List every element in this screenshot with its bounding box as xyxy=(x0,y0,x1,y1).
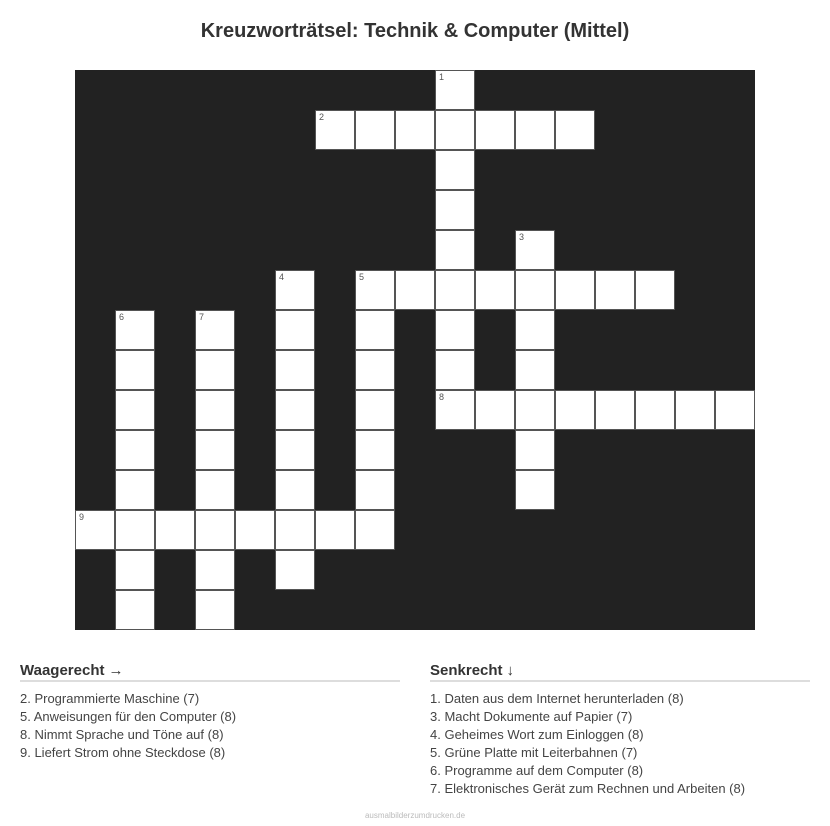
crossword-cell[interactable] xyxy=(75,510,115,550)
crossword-grid xyxy=(75,70,755,630)
crossword-cell[interactable] xyxy=(435,110,475,150)
crossword-cell[interactable] xyxy=(515,230,555,270)
crossword-cell[interactable] xyxy=(115,590,155,630)
crossword-cell[interactable] xyxy=(635,270,675,310)
crossword-cell[interactable] xyxy=(395,270,435,310)
crossword-cell[interactable] xyxy=(195,390,235,430)
crossword-cell[interactable] xyxy=(355,390,395,430)
crossword-cell[interactable] xyxy=(555,270,595,310)
crossword-cell[interactable] xyxy=(275,390,315,430)
crossword-cell[interactable] xyxy=(475,390,515,430)
crossword-cell[interactable] xyxy=(115,390,155,430)
footer-credit: ausmalbilderzumdrucken.de xyxy=(364,811,466,820)
page-title: Kreuzworträtsel: Technik & Computer (Mittel) xyxy=(200,20,630,42)
crossword-cell[interactable] xyxy=(315,510,355,550)
crossword-cell[interactable] xyxy=(275,550,315,590)
crossword-cell[interactable] xyxy=(435,310,475,350)
crossword-cell[interactable] xyxy=(195,550,235,590)
clue-number: 1 xyxy=(439,72,445,82)
across-heading-label: Waagerecht xyxy=(20,662,105,679)
crossword-cell[interactable] xyxy=(675,390,715,430)
crossword-cell[interactable] xyxy=(195,470,235,510)
across-clue-list xyxy=(20,690,400,762)
crossword-cell[interactable] xyxy=(355,510,395,550)
crossword-cell[interactable] xyxy=(435,350,475,390)
crossword-cell[interactable] xyxy=(275,470,315,510)
crossword-cell[interactable] xyxy=(515,110,555,150)
crossword-cell[interactable] xyxy=(435,190,475,230)
crossword-cell[interactable] xyxy=(275,310,315,350)
clue-item: 5. Grüne Platte mit Leiterbahnen (7) xyxy=(430,745,638,760)
crossword-cell[interactable] xyxy=(195,590,235,630)
crossword-cell[interactable] xyxy=(435,230,475,270)
crossword-cell[interactable] xyxy=(195,350,235,390)
clue-item: 4. Geheimes Wort zum Einloggen (8) xyxy=(430,727,644,742)
crossword-cell[interactable] xyxy=(595,390,635,430)
clue-number: 8 xyxy=(439,392,445,402)
crossword-cell[interactable] xyxy=(515,310,555,350)
crossword-cell[interactable] xyxy=(355,350,395,390)
across-clues xyxy=(20,662,400,762)
crossword-cell[interactable] xyxy=(115,310,155,350)
crossword-cell[interactable] xyxy=(515,390,555,430)
crossword-cell[interactable] xyxy=(315,110,355,150)
crossword-cell[interactable] xyxy=(515,350,555,390)
crossword-cell[interactable] xyxy=(275,510,315,550)
crossword-cell[interactable] xyxy=(115,550,155,590)
across-heading xyxy=(20,662,400,682)
down-clues xyxy=(430,662,810,798)
clue-number: 4 xyxy=(279,272,285,282)
clue-number: 7 xyxy=(199,312,205,322)
clue-number: 3 xyxy=(519,232,525,242)
crossword-cell[interactable] xyxy=(635,390,675,430)
crossword-cell[interactable] xyxy=(515,270,555,310)
clue-item: 1. Daten aus dem Internet herunterladen (8) xyxy=(430,691,684,706)
crossword-cell[interactable] xyxy=(355,310,395,350)
crossword-cell[interactable] xyxy=(195,430,235,470)
clue-item: 9. Liefert Strom ohne Steckdose (8) xyxy=(20,745,226,760)
crossword-cell[interactable] xyxy=(435,390,475,430)
crossword-cell[interactable] xyxy=(155,510,195,550)
crossword-cell[interactable] xyxy=(235,510,275,550)
crossword-cell[interactable] xyxy=(555,110,595,150)
arrow-down-icon: ↓ xyxy=(506,662,515,679)
clue-item: 6. Programme auf dem Computer (8) xyxy=(430,763,644,778)
crossword-cell[interactable] xyxy=(195,310,235,350)
crossword-cell[interactable] xyxy=(715,390,755,430)
crossword-cell[interactable] xyxy=(195,510,235,550)
crossword-cell[interactable] xyxy=(355,110,395,150)
crossword-cell[interactable] xyxy=(355,470,395,510)
crossword-cell[interactable] xyxy=(115,350,155,390)
crossword-cell[interactable] xyxy=(435,270,475,310)
crossword-cell[interactable] xyxy=(275,430,315,470)
clue-number: 2 xyxy=(319,112,325,122)
clue-item: 7. Elektronisches Gerät zum Rechnen und Arbeiten (8) xyxy=(430,781,746,796)
down-heading-label: Senkrecht xyxy=(430,662,503,679)
crossword-cell[interactable] xyxy=(515,430,555,470)
crossword-cell[interactable] xyxy=(355,270,395,310)
clue-item: 5. Anweisungen für den Computer (8) xyxy=(20,709,237,724)
arrow-right-icon: → xyxy=(108,662,124,679)
down-heading xyxy=(430,662,810,682)
crossword-cell[interactable] xyxy=(515,470,555,510)
crossword-cell[interactable] xyxy=(355,430,395,470)
crossword-cell[interactable] xyxy=(275,350,315,390)
clue-item: 2. Programmierte Maschine (7) xyxy=(20,691,200,706)
crossword-cell[interactable] xyxy=(475,270,515,310)
clue-number: 9 xyxy=(79,512,85,522)
crossword-cell[interactable] xyxy=(115,470,155,510)
crossword-cell[interactable] xyxy=(115,510,155,550)
crossword-cell[interactable] xyxy=(475,110,515,150)
down-clue-list xyxy=(430,690,810,798)
crossword-cell[interactable] xyxy=(275,270,315,310)
crossword-cell[interactable] xyxy=(555,390,595,430)
crossword-cell[interactable] xyxy=(395,110,435,150)
crossword-cell[interactable] xyxy=(435,70,475,110)
crossword-cell[interactable] xyxy=(435,150,475,190)
clue-item: 3. Macht Dokumente auf Papier (7) xyxy=(430,709,633,724)
crossword-cell[interactable] xyxy=(595,270,635,310)
clue-number: 5 xyxy=(359,272,365,282)
crossword-cell[interactable] xyxy=(115,430,155,470)
clue-number: 6 xyxy=(119,312,125,322)
clue-item: 8. Nimmt Sprache und Töne auf (8) xyxy=(20,727,224,742)
